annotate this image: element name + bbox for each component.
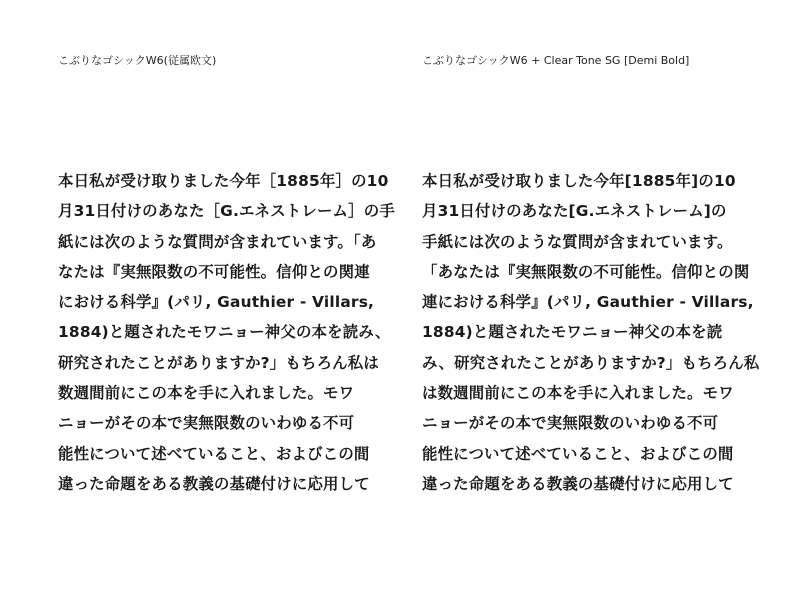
text-line: は数週間前にこの本を手に入れました。モワ (422, 384, 734, 403)
text-line: ニョーがその本で実無限数のいわゆる不可 (422, 414, 719, 433)
text-line: 本日私が受け取りました今年[1885年]の10 (422, 172, 736, 190)
text-line: における科学』(パリ, Gauthier - Villars, (58, 293, 375, 312)
text-line: 「あなたは『実無限数の不可能性。信仰との関 (422, 262, 750, 281)
text-line: 月31日付けのあなた［G.エネストレーム］の手 (58, 202, 395, 221)
text-line: 手紙には次のような質問が含まれています。 (422, 232, 733, 251)
text-line: 1884)と題されたモワニョー神父の本を読 (422, 323, 723, 342)
text-line: 能性について述べていること、およびこの間 (422, 444, 734, 463)
specimen-caption: こぶりなゴシックW6(従属欧文) (58, 54, 217, 67)
specimen-text-block (422, 166, 760, 499)
text-line: 1884)と題されたモワニョー神父の本を読み、 (58, 323, 391, 342)
text-line: 違った命題をある教義の基礎付けに応用して (58, 474, 370, 493)
text-line: 研究されたことがありますか?」もちろん私は (58, 353, 379, 372)
text-line: 能性について述べていること、およびこの間 (58, 444, 370, 463)
specimen-caption: こぶりなゴシックW6 + Clear Tone SG [Demi Bold] (422, 54, 690, 67)
text-line: 連における科学』(パリ, Gauthier - Villars, (422, 293, 754, 312)
specimen-left (58, 0, 398, 600)
specimen-text-block (58, 166, 395, 499)
specimen-right (422, 0, 762, 600)
text-line: ニョーがその本で実無限数のいわゆる不可 (58, 414, 355, 433)
text-line: み、研究されたことがありますか?」もちろん私 (422, 353, 760, 372)
text-line: 月31日付けのあなた[G.エネストレーム]の (422, 202, 727, 221)
text-line: 違った命題をある教義の基礎付けに応用して (422, 474, 734, 493)
text-line: 紙には次のような質問が含まれています。「あ (58, 232, 377, 251)
text-line: なたは『実無限数の不可能性。信仰との関連 (58, 262, 370, 281)
text-line: 本日私が受け取りました今年［1885年］の10 (58, 172, 389, 190)
text-line: 数週間前にこの本を手に入れました。モワ (58, 384, 355, 403)
